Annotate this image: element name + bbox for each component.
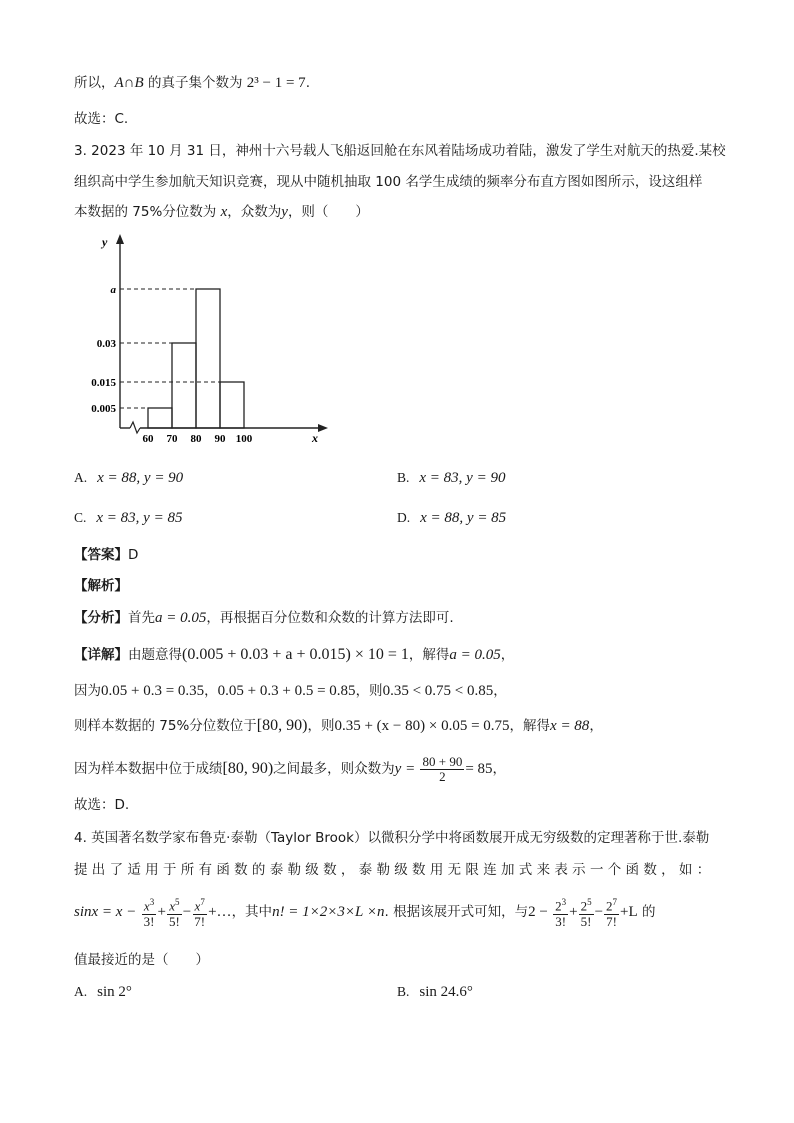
q4-text-line2: 提 出 了 适 用 于 所 有 函 数 的 泰 勒 级 数 ， 泰 勒 级 数 用 无 限 连 加 式 来 表 示 一 个 函 数 ， 如 ：: [74, 862, 711, 878]
y-tick-label: 0.03: [96, 338, 116, 350]
histogram-bar: [220, 382, 244, 428]
x-axis-arrow: [318, 424, 328, 432]
q4-option-b[interactable]: B. sin 24.6°: [397, 984, 473, 1000]
step2-line: 因为0.05 + 0.3 = 0.35，0.05 + 0.3 + 0.5 = 0.85，则0.35 < 0.75 < 0.85，: [74, 683, 507, 699]
mode-fraction: $\frac{80 + 90}{2}$: [422, 753, 463, 784]
step4-line: 因为样本数据中位于成绩[80, 90)之间最多，则众数为y = $\frac{80 + 90}{2}$ = 85，: [74, 753, 507, 784]
x-tick-label: 60: [142, 433, 154, 445]
histogram-bar: [148, 408, 172, 428]
answer-line: 【答案】D: [74, 547, 139, 563]
y-axis-arrow: [116, 234, 124, 244]
frac-x3-3: $\frac{x^3}{3!}$: [143, 897, 155, 929]
q4-text-line4: 值最接近的是（ ）: [74, 952, 209, 968]
xiangjie-line: 【详解】由题意得(0.005 + 0.03 + a + 0.015) × 10 = 1，解得a = 0.05，: [74, 646, 515, 663]
frequency-histogram: [86, 232, 336, 447]
frac-2-3: $\frac{2^3}{3!}$: [555, 897, 567, 929]
frac-2-5: $\frac{2^5}{5!}$: [580, 897, 592, 929]
histogram-bar: [196, 289, 220, 428]
prev-conclusion-line: 所以，A∩B 的真子集个数为 2³ − 1 = 7.: [74, 75, 310, 91]
x-tick-label: 100: [235, 433, 253, 445]
y-tick-label: a: [110, 284, 116, 296]
q3-final-answer: 故选：D.: [74, 797, 130, 813]
option-c[interactable]: C. x = 83, y = 85: [74, 510, 183, 526]
q3-text-line3: 本数据的 75%分位数为 x，众数为y，则（ ）: [74, 204, 369, 220]
q4-series-line: sinx = x − $\frac{x^3}{3!}$ + $\frac{x^5}{5!}$ − $\frac{x^7}{7!}$ +…，其中n! = 1×2×3×L ×n. 根据该展开式可知，与2 − $\frac{2^3}{3!}$ + $\frac{2^5}{5!}$ − $\frac{2^7}{7!}$ +L 的: [74, 897, 656, 929]
x-axis-label: x: [312, 431, 318, 445]
analysis-heading: 【解析】: [74, 578, 128, 594]
q3-text-line2: 组织高中学生参加航天知识竞赛，现从中随机抽取 100 名学生成绩的频率分布直方图如图所示，设这组样: [74, 174, 703, 190]
option-b[interactable]: B. x = 83, y = 90: [397, 470, 506, 486]
histogram-bar: [172, 343, 196, 428]
x-axis-break: [130, 422, 140, 433]
q4-option-a[interactable]: A. sin 2°: [74, 984, 132, 1000]
x-tick-label: 90: [214, 433, 226, 445]
option-d[interactable]: D. x = 88, y = 85: [397, 510, 507, 526]
fenxi-line: 【分析】首先a = 0.05，再根据百分位数和众数的计算方法即可.: [74, 610, 454, 626]
step3-line: 则样本数据的 75%分位数位于[80, 90)，则0.35 + (x − 80) × 0.05 = 0.75，解得x = 88，: [74, 717, 603, 734]
frac-x5-5: $\frac{x^5}{5!}$: [168, 897, 180, 929]
q4-text-line1: 4. 英国著名数学家布鲁克·泰勒（Taylor Brook）以微积分学中将函数展开成无穷级数的定理著称于世.泰勒: [74, 830, 710, 846]
y-axis-label: y: [102, 235, 108, 249]
y-tick-label: 0.005: [91, 403, 116, 415]
q3-text-line1: 3. 2023 年 10 月 31 日，神州十六号载人飞船返回舱在东风着陆场成功着陆，激发了学生对航天的热爱.某校: [74, 143, 726, 159]
frac-2-7: $\frac{2^7}{7!}$: [606, 897, 618, 929]
y-tick-label: 0.015: [91, 377, 116, 389]
x-tick-label: 70: [166, 433, 178, 445]
option-a[interactable]: A. x = 88, y = 90: [74, 470, 184, 486]
x-tick-label: 80: [190, 433, 202, 445]
frac-x7-7: $\frac{x^7}{7!}$: [194, 897, 206, 929]
prev-answer: 故选：C.: [74, 111, 129, 127]
